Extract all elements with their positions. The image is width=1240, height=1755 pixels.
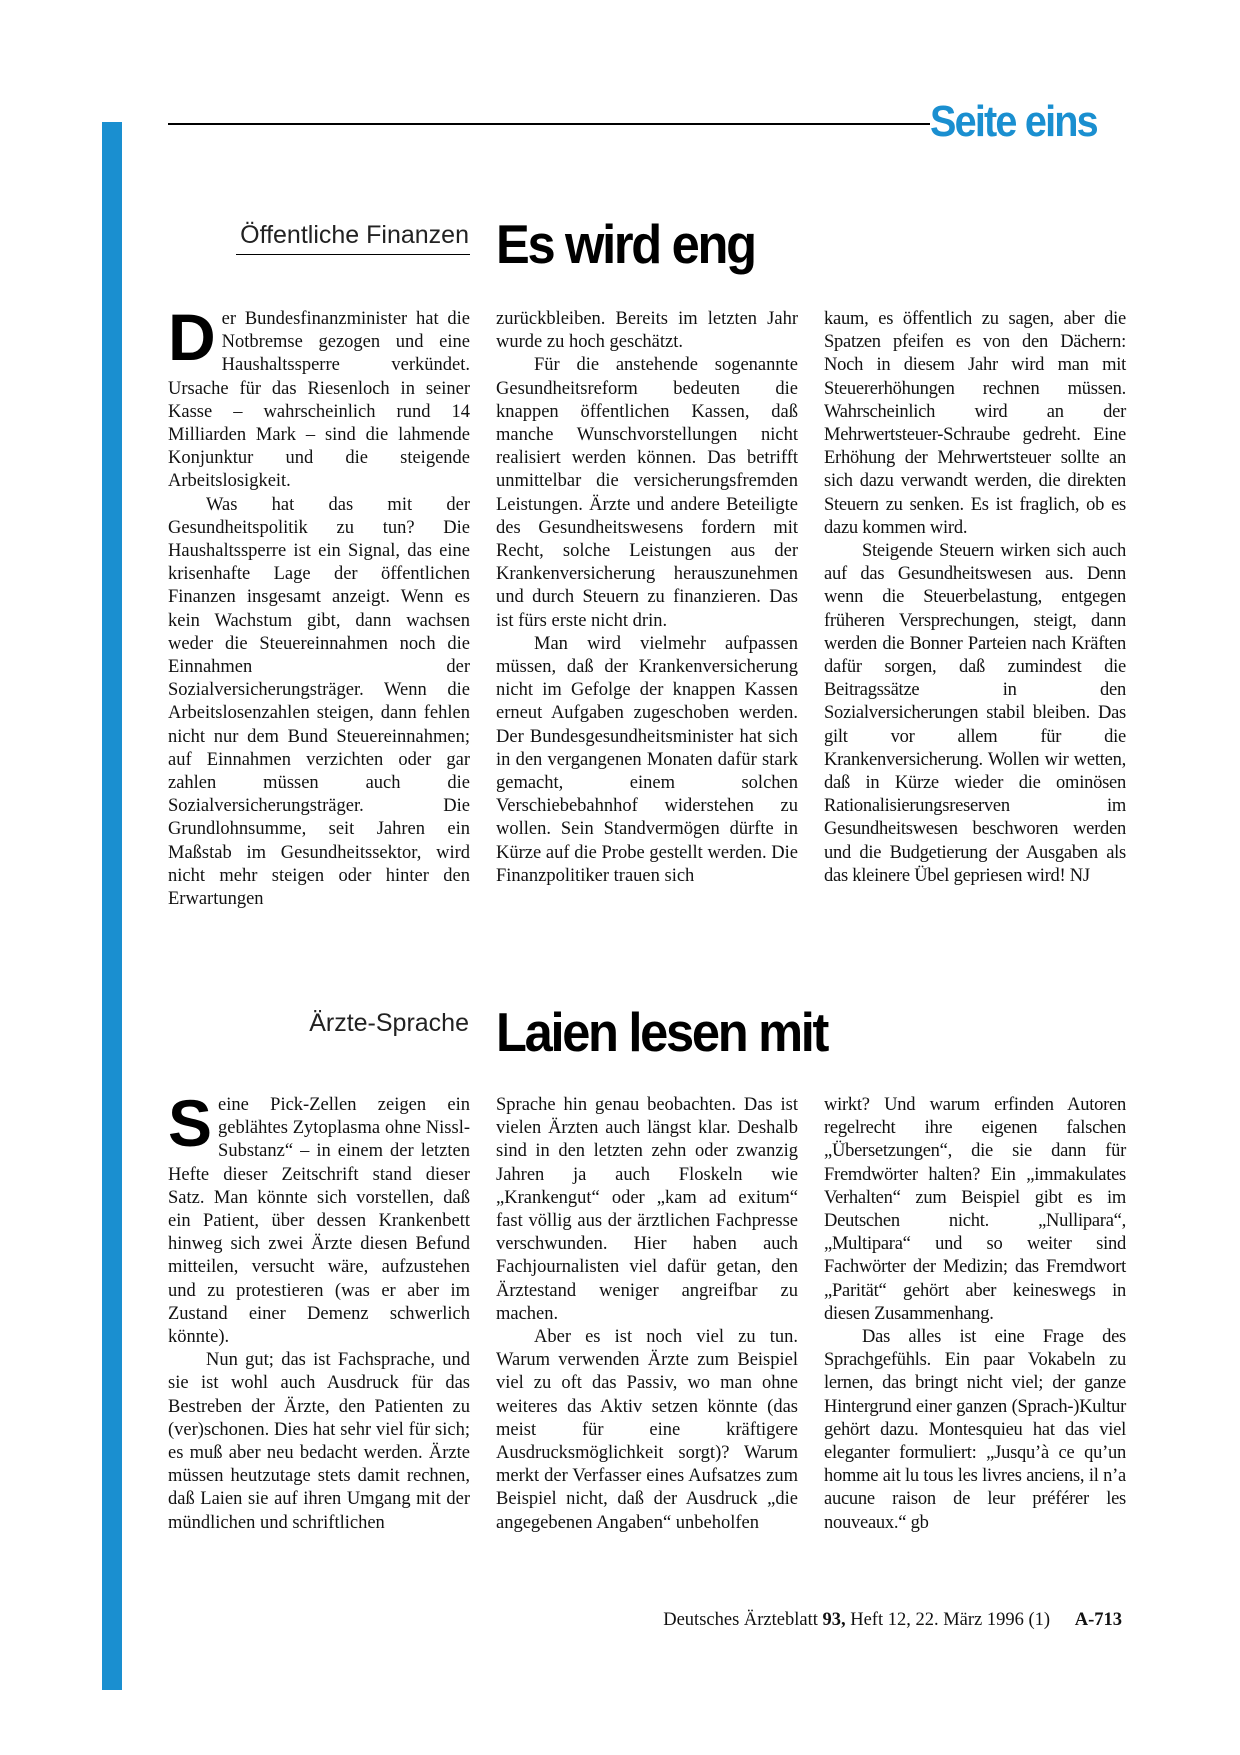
article-headline: Es wird eng bbox=[496, 213, 755, 275]
section-label: Seite eins bbox=[930, 97, 1097, 146]
kicker-rule bbox=[236, 254, 470, 255]
page-number: A-713 bbox=[1074, 1610, 1122, 1630]
paragraph: Aber es ist noch viel zu tun. Warum verwenden Ärzte zum Beispiel viel zu oft das Passiv, wo man ohne weiteres das Aktiv setzen könnte (das meist für eine kräftigere Ausdrucksmöglichkeit sorgt)? Warum merkt der Verfasser eines Aufsatzes zum Beispiel nicht, daß der Ausdruck „die angegebenen Angaben“ unbeholfen bbox=[496, 1327, 798, 1533]
paragraph: kaum, es öffentlich zu sagen, aber die Spatzen pfeifen es von den Dächern: Noch in diesem Jahr wird man mit Steuererhöhungen rechnen müssen. Wahrscheinlich wird an der Mehrwertsteuer-Schraube gedreht. Eine Erhöhung der Mehrwertsteuer sollte an sich dazu verwandt werden, die direkten Steuern zu senken. Es ist fraglich, ob es dazu kommen wird. bbox=[824, 309, 1126, 538]
article-kicker: Öffentliche Finanzen bbox=[240, 221, 469, 249]
paragraph: eine Pick-Zellen zeigen ein geblähtes Zytoplasma ohne Nissl-Substanz“ – in einem der letzten Hefte dieser Zeitschrift stand dieser Satz. Man könnte sich vorstellen, daß ein Patient, über dessen Krankenbett hinweg sich zwei Ärzte diesen Befund mitteilen, versucht wäre, aufzustehen und zu protestieren (was er aber im Zustand einer Demenz schwerlich könnte). bbox=[168, 1095, 470, 1348]
paragraph: Was hat das mit der Gesundheitspolitik zu tun? Die Haushaltssperre ist ein Signal, das eine krisenhafte Lage der öffentlichen Finanzen insgesamt anzeigt. Wenn es kein Wachstum gibt, dann wachsen weder die Steuereinnahmen noch die Einnahmen der Sozialversicherungsträger. Wenn die Arbeitslosenzahlen steigen, dann fehlen nicht nur dem Bund Steuereinnahmen; auf Einnahmen verzichten oder gar zahlen müssen auch die Sozialversicherungsträger. Die Grundlohnsumme, seit Jahren ein Maßstab im Gesundheitssektor, wird nicht mehr steigen oder hinter den Erwartungen bbox=[168, 494, 470, 910]
paragraph: er Bundesfinanzminister hat die Notbremse gezogen und eine Haushaltssperre verkündet. Ursache für das Riesenloch in seiner Kasse – wahrscheinlich rund 14 Milliarden Mark – sind die lahmende Konjunktur und die steigende Arbeitslosigkeit. bbox=[168, 309, 470, 492]
paragraph: zurückbleiben. Bereits im letzten Jahr wurde zu hoch geschätzt. bbox=[496, 309, 798, 353]
text-column-3 bbox=[824, 1094, 1126, 1535]
journal-citation bbox=[560, 1608, 1122, 1632]
paragraph: Das alles ist eine Frage des Sprachgefühls. Ein paar Vokabeln zu lernen, das bringt nicht viel; der ganze Hintergrund einer ganzen (Sprach-)Kultur gehört dazu. Montesquieu hat das viel eleganter formuliert: „Jusqu’à ce qu’un homme ait lu tous les livres anciens, il n’a aucune raison de leur préférer les nouveaux.“ gb bbox=[824, 1327, 1126, 1533]
text-column-1 bbox=[168, 300, 470, 911]
paragraph: Für die anstehende sogenannte Gesundheitsreform bedeuten die knappen öffentlichen Kassen, daß manche Wunschvorstellungen nicht realisiert werden können. Das betrifft unmittelbar die versicherungsfremden Leistungen. Ärzte und andere Beteiligte des Gesundheitswesens fordern mit Recht, solche Leistungen aus der Krankenversicherung herauszunehmen und durch Steuern zu finanzieren. Das ist fürs erste nicht drin. bbox=[496, 355, 798, 631]
paragraph: Sprache hin genau beobachten. Das ist vielen Ärzten auch längst klar. Deshalb sind in den letzten zehn oder zwanzig Jahren ja auch Floskeln wie „Krankengut“ oder „kam ad exitum“ fast völlig aus der ärztlichen Fachpresse verschwunden. Hier haben auch Fachjournalisten viel dafür getan, den Ärztestand weniger angreifbar zu machen. bbox=[496, 1095, 798, 1324]
volume-number: 93, bbox=[822, 1610, 846, 1630]
blue-side-bar bbox=[102, 122, 122, 1690]
header-rule bbox=[168, 123, 930, 125]
journal-name: Deutsches Ärzteblatt bbox=[663, 1610, 818, 1630]
text-column-2 bbox=[496, 1094, 798, 1535]
paragraph: Nun gut; das ist Fachsprache, und sie ist wohl auch Ausdruck für das Bestreben der Ärzte, den Patienten zu (ver)schonen. Dies hat sehr viel für sich; es muß aber neu bedacht werden. Ärzte müssen heutzutage stets damit rechnen, daß Laien sie auf ihren Umgang mit der mündlichen und schriftlichen bbox=[168, 1350, 470, 1533]
paragraph: Steigende Steuern wirken sich auch auf das Gesundheitswesen aus. Denn wenn die Steuerbelastung, entgegen früheren Versprechungen, steigt, dann werden die Bonner Parteien nach Kräften dafür sorgen, daß zumindest die Beitragssätze in den Sozialversicherungen stabil bleiben. Das gilt vor allem für die Krankenversicherung. Wollen wir wetten, daß in Kürze wieder die ominösen Rationalisierungsreserven im Gesundheitswesen beschworen werden und die Budgetierung der Ausgaben als das kleinere Übel gepriesen wird! NJ bbox=[824, 541, 1126, 886]
issue-info: Heft 12, 22. März 1996 (1) bbox=[850, 1610, 1051, 1630]
text-column-1 bbox=[168, 1086, 470, 1535]
drop-cap: D bbox=[168, 300, 216, 374]
paragraph: Man wird vielmehr aufpassen müssen, daß der Krankenversicherung nicht im Gefolge der knappen Kassen erneut Aufgaben zugeschoben werden. Der Bundesgesundheitsminister hat sich in den vergangenen Monaten dafür stark gemacht, einem solchen Verschiebebahnhof widerstehen zu wollen. Sein Standvermögen dürfte in Kürze auf die Probe gestellt werden. Die Finanzpolitiker trauen sich bbox=[496, 633, 798, 886]
article-kicker: Ärzte-Sprache bbox=[309, 1009, 469, 1037]
article-headline: Laien lesen mit bbox=[496, 1001, 828, 1063]
text-column-2 bbox=[496, 308, 798, 888]
text-column-3 bbox=[824, 308, 1126, 888]
paragraph: wirkt? Und warum erfinden Autoren regelrecht ihre eigenen falschen „Übersetzungen“, die sie dann für Fremdwörter halten? Ein „immakulates Verhalten“ zum Beispiel gibt es im Deutschen nicht. „Nullipara“, „Multipara“ und so weiter sind Fachwörter der Medizin; das Fremdwort „Parität“ gehört aber keineswegs in diesen Zusammenhang. bbox=[824, 1095, 1126, 1324]
drop-cap: S bbox=[168, 1086, 213, 1160]
